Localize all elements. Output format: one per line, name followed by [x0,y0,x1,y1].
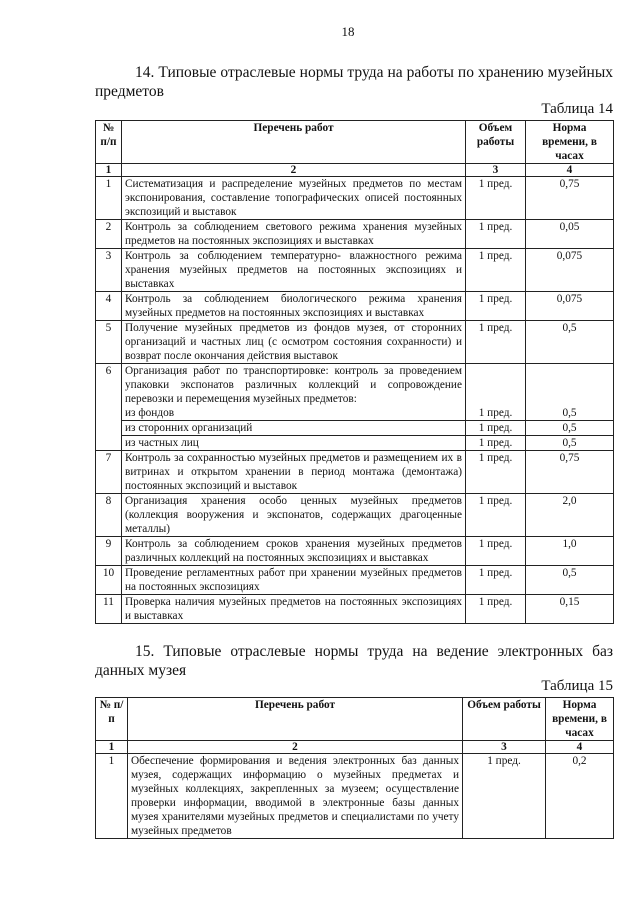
column-index-row [96,741,614,754]
header-num: № п/п [96,121,122,164]
row-number: 4 [96,292,122,321]
work-volume: 1 пред. [466,421,526,436]
work-description: Обеспечение формирования и ведения электронных баз данных музея, содержащих информацию о музейных предметах и музейных коллекциях, закрепленных за музеем; осуществление проверки информации, вводимой в электронные базы данных музея хранителями музейных предметов и специалистами по учету музейных предметов [128,754,463,839]
work-volume: 1 пред. [466,494,526,537]
page-number: 18 [341,24,355,39]
work-volume: 1 пред. [466,364,526,421]
work-volume: 1 пред. [466,292,526,321]
work-sub-item: из частных лиц [122,436,466,451]
index-cell: 1 [96,741,128,754]
time-norm: 0,5 [526,436,614,451]
table-row [96,754,614,839]
index-cell: 2 [122,164,466,177]
header-works: Перечень работ [128,698,463,741]
row-number: 10 [96,566,122,595]
index-cell: 3 [466,164,526,177]
header-norm: Норма времени, в часах [546,698,614,741]
time-norm: 1,0 [526,537,614,566]
table-15-caption: Таблица 15 [541,678,613,694]
table-row [96,177,614,220]
work-description-main: Организация работ по транспортировке: контроль за проведением упаковки экспонатов различных коллекций и сопровождение перевозки и перемещения музейных предметов: [125,365,462,405]
row-number: 7 [96,451,122,494]
work-volume: 1 пред. [466,177,526,220]
section-14-heading: 14. Типовые отраслевые нормы труда на работы по хранению музейных предметов [95,64,613,100]
work-description [122,364,466,421]
row-number: 5 [96,321,122,364]
time-norm: 0,5 [526,421,614,436]
time-norm: 0,2 [546,754,614,839]
index-cell: 4 [546,741,614,754]
time-norm: 0,075 [526,249,614,292]
table-14-caption: Таблица 14 [541,101,613,117]
time-norm: 0,5 [526,566,614,595]
work-volume: 1 пред. [466,436,526,451]
header-volume: Объем работы [466,121,526,164]
index-cell: 4 [526,164,614,177]
index-cell: 2 [128,741,463,754]
row-number: 9 [96,537,122,566]
table-row [96,595,614,624]
table-row [96,436,614,451]
work-volume: 1 пред. [466,451,526,494]
table-row [96,494,614,537]
work-description: Контроль за соблюдением температурно- влажностного режима хранения музейных предметов на постоянных экспозициях и выставках [122,249,466,292]
row-number: 6 [96,364,122,451]
work-description: Контроль за сохранностью музейных предметов и размещением их в витринах и открытом хранении в период монтажа (демонтажа) постоянных экспозиций и выставок [122,451,466,494]
table-row [96,292,614,321]
work-sub-item: из сторонних организаций [122,421,466,436]
time-norm: 0,15 [526,595,614,624]
row-number: 11 [96,595,122,624]
header-norm: Норма времени, в часах [526,121,614,164]
work-description: Контроль за соблюдением светового режима хранения музейных предметов на постоянных экспозициях и выставках [122,220,466,249]
table-row [96,249,614,292]
time-norm: 0,05 [526,220,614,249]
row-number: 3 [96,249,122,292]
work-description: Организация хранения особо ценных музейных предметов (коллекция вооружения и экспонатов, содержащих драгоценные металлы) [122,494,466,537]
time-norm: 0,5 [526,321,614,364]
work-volume: 1 пред. [466,595,526,624]
index-cell: 1 [96,164,122,177]
table-row [96,566,614,595]
table-row [96,364,614,421]
time-norm: 0,75 [526,451,614,494]
header-num: № п/п [96,698,128,741]
work-volume: 1 пред. [466,566,526,595]
table-14 [95,120,614,624]
table-row [96,451,614,494]
work-sub-item: из фондов [125,407,175,419]
section-15-heading: 15. Типовые отраслевые нормы труда на ведение электронных баз данных музея [95,643,613,679]
time-norm: 0,75 [526,177,614,220]
table-header-row [96,121,614,164]
table-row [96,321,614,364]
work-description: Проверка наличия музейных предметов на постоянных экспозициях и выставках [122,595,466,624]
header-volume: Объем работы [463,698,546,741]
table-15 [95,697,614,839]
row-number: 2 [96,220,122,249]
column-index-row [96,164,614,177]
work-description: Контроль за соблюдением биологического режима хранения музейных предметов на постоянных экспозициях и выставках [122,292,466,321]
time-norm: 0,075 [526,292,614,321]
index-cell: 3 [463,741,546,754]
table-row [96,421,614,436]
row-number: 1 [96,754,128,839]
work-description: Проведение регламентных работ при хранении музейных предметов на постоянных экспозициях [122,566,466,595]
table-row [96,220,614,249]
time-norm: 0,5 [526,364,614,421]
work-description: Систематизация и распределение музейных предметов по местам экспонирования, составление топографических описей постоянных экспозиций и выставок [122,177,466,220]
work-description: Контроль за соблюдением сроков хранения музейных предметов различных коллекций на постоянных экспозициях и выставках [122,537,466,566]
work-volume: 1 пред. [466,249,526,292]
table-header-row [96,698,614,741]
work-description: Получение музейных предметов из фондов музея, от сторонних организаций и частных лиц (с осмотром состояния сохранности) и возврат после окончания действия выставок [122,321,466,364]
header-works: Перечень работ [122,121,466,164]
work-volume: 1 пред. [466,537,526,566]
row-number: 1 [96,177,122,220]
row-number: 8 [96,494,122,537]
time-norm: 2,0 [526,494,614,537]
table-row [96,537,614,566]
work-volume: 1 пред. [463,754,546,839]
work-volume: 1 пред. [466,220,526,249]
work-volume: 1 пред. [466,321,526,364]
